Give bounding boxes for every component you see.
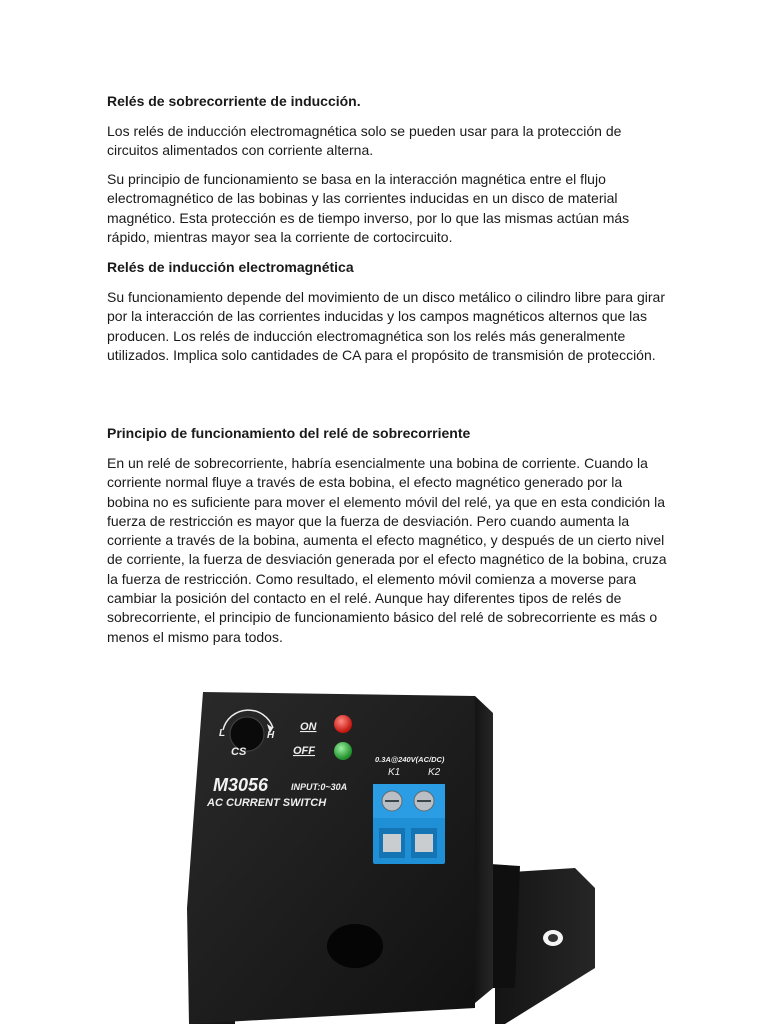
relay-side [475, 696, 493, 1003]
paragraph: Su principio de funcionamiento se basa en la interacción magnética entre el flujo electromagnético de las bobinas y las corrientes inducidas en un disco de material magnético. Esta protección es de tiempo inverso, por lo que las mismas actúan más rápido, mientras mayor sea la corriente de cortocircuito. [107, 171, 630, 245]
dial-low-label: L [219, 728, 226, 739]
terminal-k1-label: K1 [388, 767, 401, 778]
section-heading: Relés de inducción electromagnética [107, 259, 354, 275]
terminal-k2-label: K2 [428, 767, 441, 778]
dial-high-label: H [267, 730, 275, 741]
section-heading: Relés de sobrecorriente de inducción. [107, 93, 361, 109]
input-range: INPUT:0~30A [291, 782, 348, 792]
section-heading: Principio de funcionamiento del relé de sobrecorriente [107, 425, 471, 441]
paragraph: En un relé de sobrecorriente, habría esencialmente una bobina de corriente. Cuando la corriente normal fluye a través de esta bobina, el efecto magnético generado por la bobina no es suficiente para mover el elemento móvil del relé, ya que en esta condición la fuerza de restricción es mayor que la fuerza de desviación. Pero cuando aumenta la corriente a través de la bobina, aumenta el efecto magnético, y después de un cierto nivel de corriente, la fuerza de desviación generada por el efecto magnético de la bobina, cruza la fuerza de restricción. Como resultado, el elemento móvil comienza a moverse para cambiar la posición del contacto en el relé. Aunque hay diferentes tipos de relés de sobrecorriente, el principio de funcionamiento básico del relé de sobrecorriente es más o menos el mismo para todos. [107, 455, 667, 645]
relay-photo [175, 688, 595, 1024]
off-label: OFF [293, 745, 315, 757]
on-led-icon [334, 715, 352, 733]
dial-label: CS [231, 746, 247, 758]
device-name: AC CURRENT SWITCH [207, 797, 327, 809]
off-led-icon [334, 742, 352, 760]
paragraph: Su funcionamiento depende del movimiento de un disco metálico o cilindro libre para girar por la interacción de las corrientes inducidas y los campos magnéticos alternos que las producen. Los relés de inducción electromagnética son los relés más generalmente utilizados. Implica solo cantidades de CA para el propósito de transmisión de protección. [107, 289, 665, 363]
model-number: M3056 [213, 775, 269, 795]
contact-rating: 0.3A@240V(AC/DC) [375, 755, 445, 764]
paragraph: Los relés de inducción electromagnética solo se pueden usar para la protección de circuitos alimentados con corriente alterna. [107, 123, 622, 159]
on-label: ON [300, 721, 317, 733]
terminal-block [373, 784, 445, 864]
